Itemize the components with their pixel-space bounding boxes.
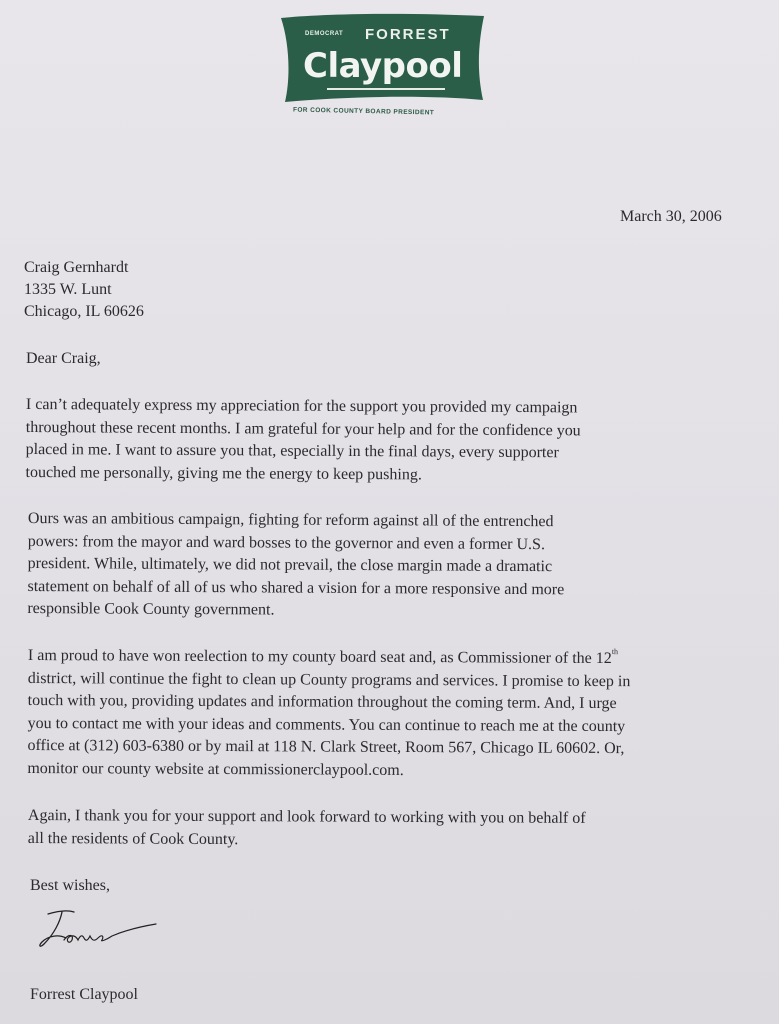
logo-tagline: FOR COOK COUNTY BOARD PRESIDENT [292,106,435,117]
letter-date: March 30, 2006 [620,208,722,225]
paragraph-line: office at (312) 603-6380 or by mail at 118 N. Clark Street, Room 567, Chicago IL 60602. Or, [27,736,625,758]
paragraph-campaign [27,508,564,624]
paragraph-line: statement on behalf of all of us who shared a vision for a more responsive and more [27,577,565,598]
paragraph-line: throughout these recent months. I am grateful for your help and for the confidence you [25,418,581,439]
paragraph-line: powers: from the mayor and ward bosses to the governor and even a former U.S. [27,532,546,553]
logo-underline [327,88,445,90]
logo-party-label: DEMOCRAT [305,31,344,37]
paragraph-line: district, will continue the fight to clean up County programs and services. I promise to keep in [27,669,631,690]
salutation: Dear Craig, [26,350,101,367]
paragraph-line: responsible Cook County government. [27,599,275,619]
paragraph-line: monitor our county website at commissionerclaypool.com. [27,759,404,779]
paragraph-appreciation [25,394,580,487]
recipient-street: 1335 W. Lunt [24,281,112,298]
paragraph-line: Ours was an ambitious campaign, fighting for reform against all of the entrenched [27,509,554,531]
recipient-address [24,257,144,323]
paragraph-reelection [27,645,630,783]
signer-name: Forrest Claypool [30,986,138,1003]
logo-first-name: FORREST [365,26,451,43]
paragraph-line: touched me personally, giving me the energy to keep pushing. [25,463,422,483]
recipient-name: Craig Gernhardt [24,259,129,276]
paragraph-line: all the residents of Cook County. [27,829,239,848]
line-text: I am proud to have won reelection to my county board seat and, as Commissioner of the 12 [27,647,612,668]
campaign-logo [279,12,489,120]
handwritten-signature [36,900,166,960]
paragraph-line: president. While, ultimately, we did not prevail, the close margin made a dramatic [27,554,553,576]
recipient-city: Chicago, IL 60626 [24,303,144,320]
paragraph-thanks [28,805,586,853]
ordinal-suffix: th [611,647,619,657]
paragraph-line: I can’t adequately express my appreciation for the support you provided my campaign [25,395,578,417]
paragraph-line: you to contact me with your ideas and comments. You can continue to reach me at the county [27,714,626,735]
paragraph-line: Again, I thank you for your support and look forward to working with you on behalf of [27,807,586,827]
logo-last-name: Claypool [303,46,463,86]
closing: Best wishes, [30,877,110,894]
paragraph-line: placed in me. I want to assure you that, especially in the final days, every supporter [25,440,559,462]
paragraph-line [28,645,631,671]
paragraph-line: touch with you, providing updates and information throughout the coming term. And, I urge [27,691,617,713]
